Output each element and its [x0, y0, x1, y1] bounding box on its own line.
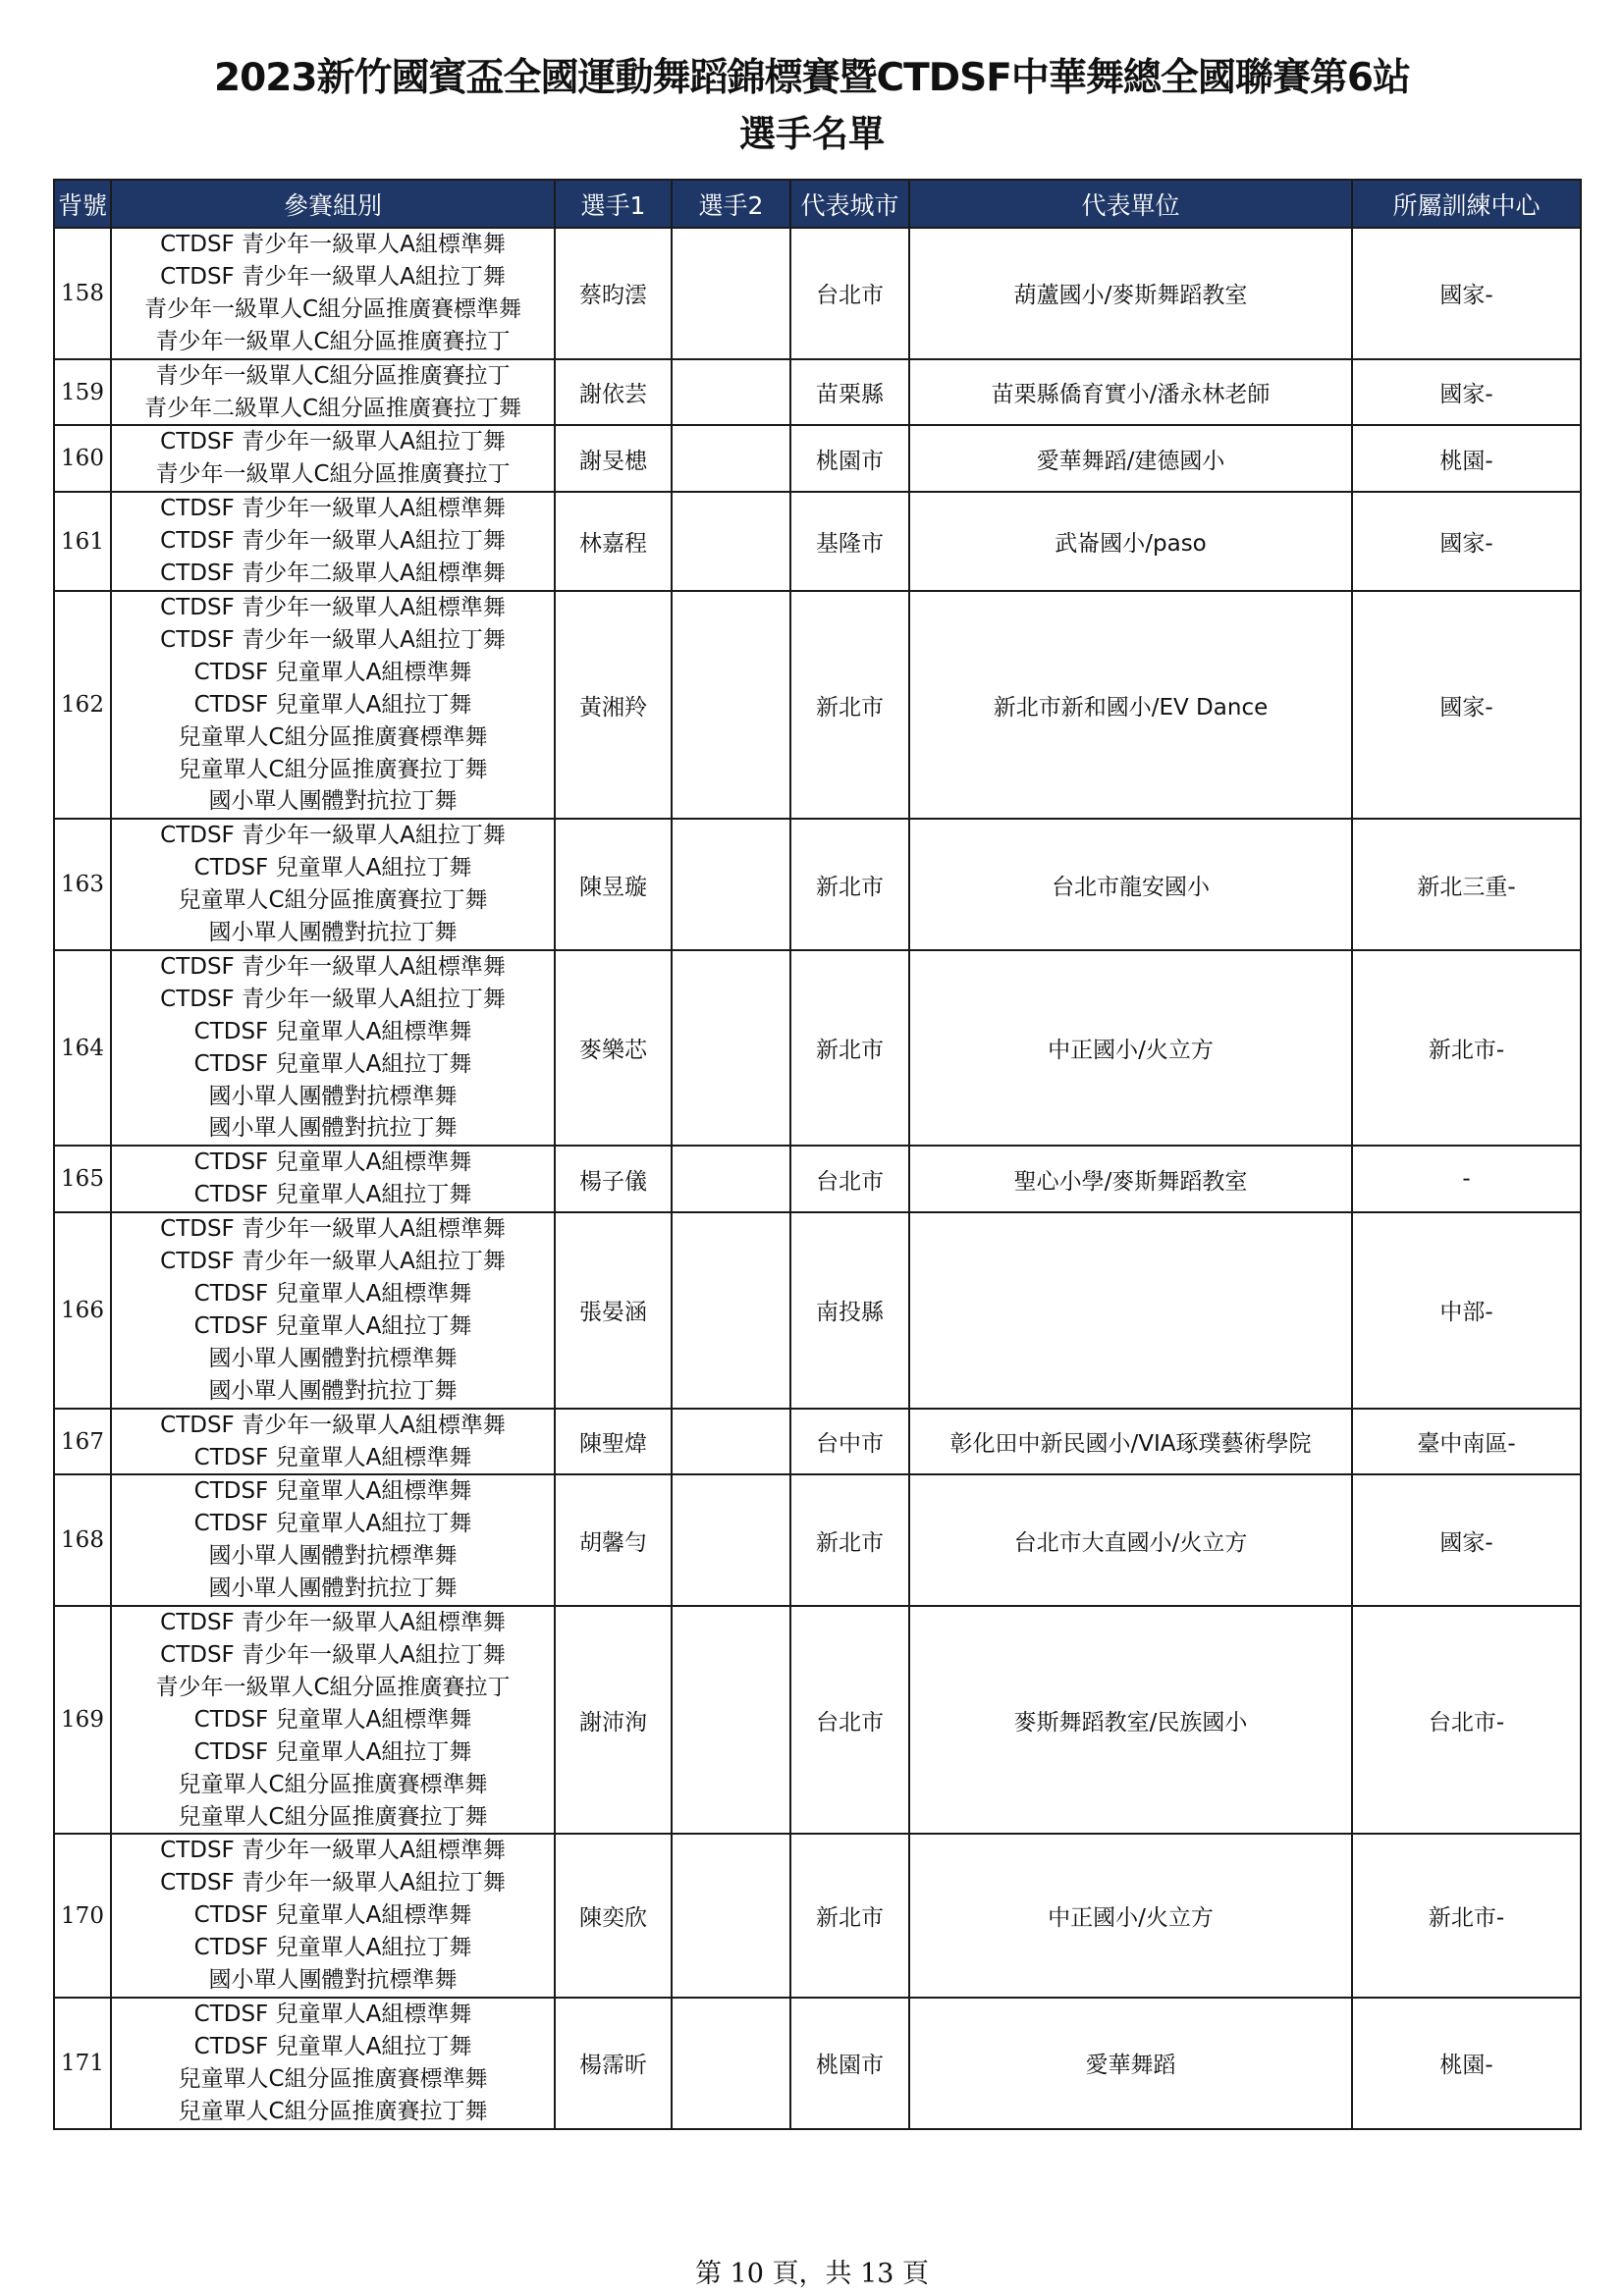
events-cell — [111, 1474, 555, 1606]
event-entry: CTDSF 兒童單人A組拉丁舞 — [193, 1182, 472, 1208]
table-row — [54, 819, 1581, 950]
city-cell: 台北市 — [790, 228, 909, 359]
event-entry: 兒童單人C組分區推廣賽標準舞 — [178, 723, 488, 750]
bib-number-cell: 167 — [54, 1409, 111, 1475]
player2-cell — [672, 425, 790, 492]
unit-cell: 中正國小/火立方 — [909, 1834, 1352, 1998]
player2-cell — [672, 1606, 790, 1834]
event-entry: CTDSF 青少年一級單人A組標準舞 — [160, 1412, 506, 1438]
player2-cell — [672, 1212, 790, 1408]
unit-cell: 愛華舞蹈 — [909, 1998, 1352, 2129]
table-row — [54, 492, 1581, 591]
event-entry: CTDSF 兒童單人A組拉丁舞 — [193, 1935, 472, 1961]
city-cell: 桃園市 — [790, 425, 909, 492]
bib-number-cell: 170 — [54, 1834, 111, 1998]
header-unit: 代表單位 — [909, 180, 1352, 228]
city-cell: 新北市 — [790, 950, 909, 1146]
roster-table — [53, 179, 1582, 2130]
events-cell — [111, 1212, 555, 1408]
unit-cell: 聖心小學/麥斯舞蹈教室 — [909, 1146, 1352, 1212]
event-entry: CTDSF 青少年一級單人A組拉丁舞 — [160, 1870, 506, 1896]
player2-cell — [672, 228, 790, 359]
event-entry: 國小單人團體對抗標準舞 — [208, 1543, 458, 1570]
page-footer: 第 10 頁，共 13 頁 — [694, 2259, 930, 2289]
player2-cell — [672, 1474, 790, 1606]
unit-cell: 葫蘆國小/麥斯舞蹈教室 — [909, 228, 1352, 359]
events-cell — [111, 819, 555, 950]
player1-cell: 陳奕欣 — [555, 1834, 672, 1998]
event-entry: CTDSF 青少年一級單人A組拉丁舞 — [160, 986, 506, 1012]
event-entry: CTDSF 兒童單人A組標準舞 — [193, 2001, 472, 2027]
training-center-cell: 國家- — [1352, 591, 1581, 819]
bib-number-cell: 169 — [54, 1606, 111, 1834]
player2-cell — [672, 591, 790, 819]
unit-cell: 台北市大直國小/火立方 — [909, 1474, 1352, 1606]
bib-number-cell: 160 — [54, 425, 111, 492]
table-row — [54, 359, 1581, 426]
event-entry: CTDSF 兒童單人A組標準舞 — [193, 659, 472, 685]
city-cell: 新北市 — [790, 819, 909, 950]
table-row — [54, 950, 1581, 1146]
city-cell: 台北市 — [790, 1606, 909, 1834]
event-entry: 國小單人團體對抗拉丁舞 — [208, 1575, 458, 1602]
bib-number-cell: 166 — [54, 1212, 111, 1408]
table-row — [54, 1834, 1581, 1998]
table-row — [54, 1146, 1581, 1212]
event-entry: CTDSF 兒童單人A組拉丁舞 — [193, 1511, 472, 1537]
table-row — [54, 1474, 1581, 1606]
event-entry: CTDSF 青少年一級單人A組拉丁舞 — [160, 626, 506, 653]
unit-cell: 苗栗縣僑育實小/潘永林老師 — [909, 359, 1352, 426]
player1-cell: 蔡昀澐 — [555, 228, 672, 359]
player1-cell: 謝旻槵 — [555, 425, 672, 492]
player1-cell: 謝依芸 — [555, 359, 672, 426]
training-center-cell: 新北市- — [1352, 950, 1581, 1146]
city-cell: 苗栗縣 — [790, 359, 909, 426]
event-entry: 青少年一級單人C組分區推廣賽拉丁 — [155, 362, 511, 389]
event-entry: CTDSF 青少年一級單人A組標準舞 — [160, 232, 506, 257]
event-entry: CTDSF 兒童單人A組拉丁舞 — [193, 1738, 472, 1765]
player1-cell: 陳昱璇 — [555, 819, 672, 950]
player2-cell — [672, 1146, 790, 1212]
events-cell — [111, 359, 555, 426]
player2-cell — [672, 1834, 790, 1998]
table-header-row — [54, 180, 1581, 228]
bib-number-cell: 158 — [54, 228, 111, 359]
player2-cell — [672, 1998, 790, 2129]
events-cell — [111, 1998, 555, 2129]
table-row — [54, 1998, 1581, 2129]
document-title: 2023新竹國賓盃全國運動舞蹈錦標賽暨CTDSF中華舞總全國聯賽第6站 — [213, 56, 1410, 100]
table-row — [54, 425, 1581, 492]
player1-cell: 麥樂芯 — [555, 950, 672, 1146]
event-entry: 國小單人團體對抗標準舞 — [208, 1345, 458, 1371]
event-entry: CTDSF 兒童單人A組拉丁舞 — [193, 855, 472, 881]
event-entry: CTDSF 兒童單人A組拉丁舞 — [193, 1312, 472, 1339]
unit-cell — [909, 1212, 1352, 1408]
training-center-cell: 桃園- — [1352, 425, 1581, 492]
event-entry: 兒童單人C組分區推廣賽拉丁舞 — [178, 887, 488, 914]
events-cell — [111, 1409, 555, 1475]
document-subtitle: 選手名單 — [739, 113, 885, 155]
bib-number-cell: 163 — [54, 819, 111, 950]
event-entry: 國小單人團體對抗標準舞 — [208, 1967, 458, 1994]
event-entry: CTDSF 兒童單人A組標準舞 — [193, 1706, 472, 1733]
event-entry: 青少年一級單人C組分區推廣賽拉丁 — [155, 328, 511, 354]
event-entry: CTDSF 青少年二級單人A組標準舞 — [160, 561, 506, 587]
table-row — [54, 591, 1581, 819]
event-entry: 兒童單人C組分區推廣賽拉丁舞 — [178, 1803, 488, 1830]
event-entry: CTDSF 兒童單人A組標準舞 — [193, 1149, 472, 1176]
player1-cell: 胡馨勻 — [555, 1474, 672, 1606]
table-body — [54, 228, 1581, 2129]
event-entry: CTDSF 兒童單人A組標準舞 — [193, 1018, 472, 1044]
city-cell: 台北市 — [790, 1146, 909, 1212]
event-entry: CTDSF 青少年一級單人A組拉丁舞 — [160, 823, 506, 849]
unit-cell: 武崙國小/paso — [909, 492, 1352, 591]
event-entry: CTDSF 兒童單人A組拉丁舞 — [193, 1050, 472, 1077]
city-cell: 桃園市 — [790, 1998, 909, 2129]
event-entry: 青少年一級單人C組分區推廣賽拉丁 — [155, 1674, 511, 1700]
event-entry: CTDSF 青少年一級單人A組拉丁舞 — [160, 429, 506, 455]
events-cell — [111, 425, 555, 492]
unit-cell: 中正國小/火立方 — [909, 950, 1352, 1146]
training-center-cell: 中部- — [1352, 1212, 1581, 1408]
event-entry: 兒童單人C組分區推廣賽拉丁舞 — [178, 756, 488, 782]
event-entry: 兒童單人C組分區推廣賽拉丁舞 — [178, 2098, 488, 2124]
training-center-cell: 桃園- — [1352, 1998, 1581, 2129]
header-events: 參賽組別 — [111, 180, 555, 228]
bib-number-cell: 161 — [54, 492, 111, 591]
unit-cell: 愛華舞蹈/建德國小 — [909, 425, 1352, 492]
event-entry: CTDSF 青少年一級單人A組標準舞 — [160, 1610, 506, 1636]
player2-cell — [672, 819, 790, 950]
header-player1: 選手1 — [555, 180, 672, 228]
player2-cell — [672, 950, 790, 1146]
training-center-cell: 新北三重- — [1352, 819, 1581, 950]
city-cell: 南投縣 — [790, 1212, 909, 1408]
table-row — [54, 1409, 1581, 1475]
unit-cell: 麥斯舞蹈教室/民族國小 — [909, 1606, 1352, 1834]
player1-cell: 黃湘羚 — [555, 591, 672, 819]
event-entry: CTDSF 青少年一級單人A組標準舞 — [160, 1216, 506, 1243]
training-center-cell: 國家- — [1352, 228, 1581, 359]
table-row — [54, 228, 1581, 359]
bib-number-cell: 162 — [54, 591, 111, 819]
event-entry: 兒童單人C組分區推廣賽標準舞 — [178, 1771, 488, 1797]
player1-cell: 謝沛洵 — [555, 1606, 672, 1834]
events-cell — [111, 950, 555, 1146]
event-entry: 青少年二級單人C組分區推廣賽拉丁舞 — [143, 395, 522, 421]
table-row — [54, 1606, 1581, 1834]
events-cell — [111, 492, 555, 591]
event-entry: CTDSF 兒童單人A組標準舞 — [193, 1281, 472, 1307]
event-entry: CTDSF 兒童單人A組標準舞 — [193, 1902, 472, 1929]
training-center-cell: 國家- — [1352, 492, 1581, 591]
event-entry: CTDSF 兒童單人A組標準舞 — [193, 1444, 472, 1470]
bib-number-cell: 171 — [54, 1998, 111, 2129]
events-cell — [111, 591, 555, 819]
event-entry: CTDSF 兒童單人A組拉丁舞 — [193, 691, 472, 718]
player1-cell: 陳聖煒 — [555, 1409, 672, 1475]
training-center-cell: 新北市- — [1352, 1834, 1581, 1998]
header-city: 代表城市 — [790, 180, 909, 228]
events-cell — [111, 1606, 555, 1834]
event-entry: CTDSF 青少年一級單人A組標準舞 — [160, 953, 506, 980]
event-entry: CTDSF 青少年一級單人A組拉丁舞 — [160, 263, 506, 290]
unit-cell: 台北市龍安國小 — [909, 819, 1352, 950]
player2-cell — [672, 492, 790, 591]
event-entry: 國小單人團體對抗拉丁舞 — [208, 788, 458, 815]
training-center-cell: 臺中南區- — [1352, 1409, 1581, 1475]
events-cell — [111, 228, 555, 359]
header-bib-number: 背號 — [54, 180, 111, 228]
event-entry: 國小單人團體對抗拉丁舞 — [208, 1115, 458, 1142]
header-training-center: 所屬訓練中心 — [1352, 180, 1581, 228]
bib-number-cell: 165 — [54, 1146, 111, 1212]
training-center-cell: 國家- — [1352, 359, 1581, 426]
event-entry: CTDSF 青少年一級單人A組標準舞 — [160, 1838, 506, 1864]
event-entry: 國小單人團體對抗拉丁舞 — [208, 920, 458, 946]
event-entry: CTDSF 青少年一級單人A組標準舞 — [160, 496, 506, 522]
city-cell: 新北市 — [790, 591, 909, 819]
unit-cell: 新北市新和國小/EV Dance — [909, 591, 1352, 819]
events-cell — [111, 1146, 555, 1212]
city-cell: 新北市 — [790, 1834, 909, 1998]
player1-cell: 楊霈昕 — [555, 1998, 672, 2129]
table-row — [54, 1212, 1581, 1408]
player2-cell — [672, 1409, 790, 1475]
player2-cell — [672, 359, 790, 426]
event-entry: 青少年一級單人C組分區推廣賽拉丁 — [155, 461, 511, 488]
player1-cell: 楊子儀 — [555, 1146, 672, 1212]
player1-cell: 林嘉程 — [555, 492, 672, 591]
bib-number-cell: 168 — [54, 1474, 111, 1606]
event-entry: CTDSF 兒童單人A組標準舞 — [193, 1478, 472, 1505]
header-player2: 選手2 — [672, 180, 790, 228]
training-center-cell: 台北市- — [1352, 1606, 1581, 1834]
city-cell: 基隆市 — [790, 492, 909, 591]
event-entry: CTDSF 青少年一級單人A組拉丁舞 — [160, 528, 506, 555]
training-center-cell: 國家- — [1352, 1474, 1581, 1606]
training-center-cell: - — [1352, 1146, 1581, 1212]
event-entry: CTDSF 兒童單人A組拉丁舞 — [193, 2033, 472, 2059]
event-entry: CTDSF 青少年一級單人A組拉丁舞 — [160, 1641, 506, 1668]
event-entry: 國小單人團體對抗標準舞 — [208, 1083, 458, 1109]
event-entry: 青少年一級單人C組分區推廣賽標準舞 — [143, 295, 522, 322]
event-entry: 國小單人團體對抗拉丁舞 — [208, 1377, 458, 1404]
bib-number-cell: 164 — [54, 950, 111, 1146]
bib-number-cell: 159 — [54, 359, 111, 426]
event-entry: CTDSF 青少年一級單人A組拉丁舞 — [160, 1249, 506, 1275]
event-entry: 兒童單人C組分區推廣賽標準舞 — [178, 2065, 488, 2092]
player1-cell: 張晏涵 — [555, 1212, 672, 1408]
city-cell: 新北市 — [790, 1474, 909, 1606]
events-cell — [111, 1834, 555, 1998]
city-cell: 台中市 — [790, 1409, 909, 1475]
unit-cell: 彰化田中新民國小/VIA琢璞藝術學院 — [909, 1409, 1352, 1475]
event-entry: CTDSF 青少年一級單人A組標準舞 — [160, 594, 506, 620]
